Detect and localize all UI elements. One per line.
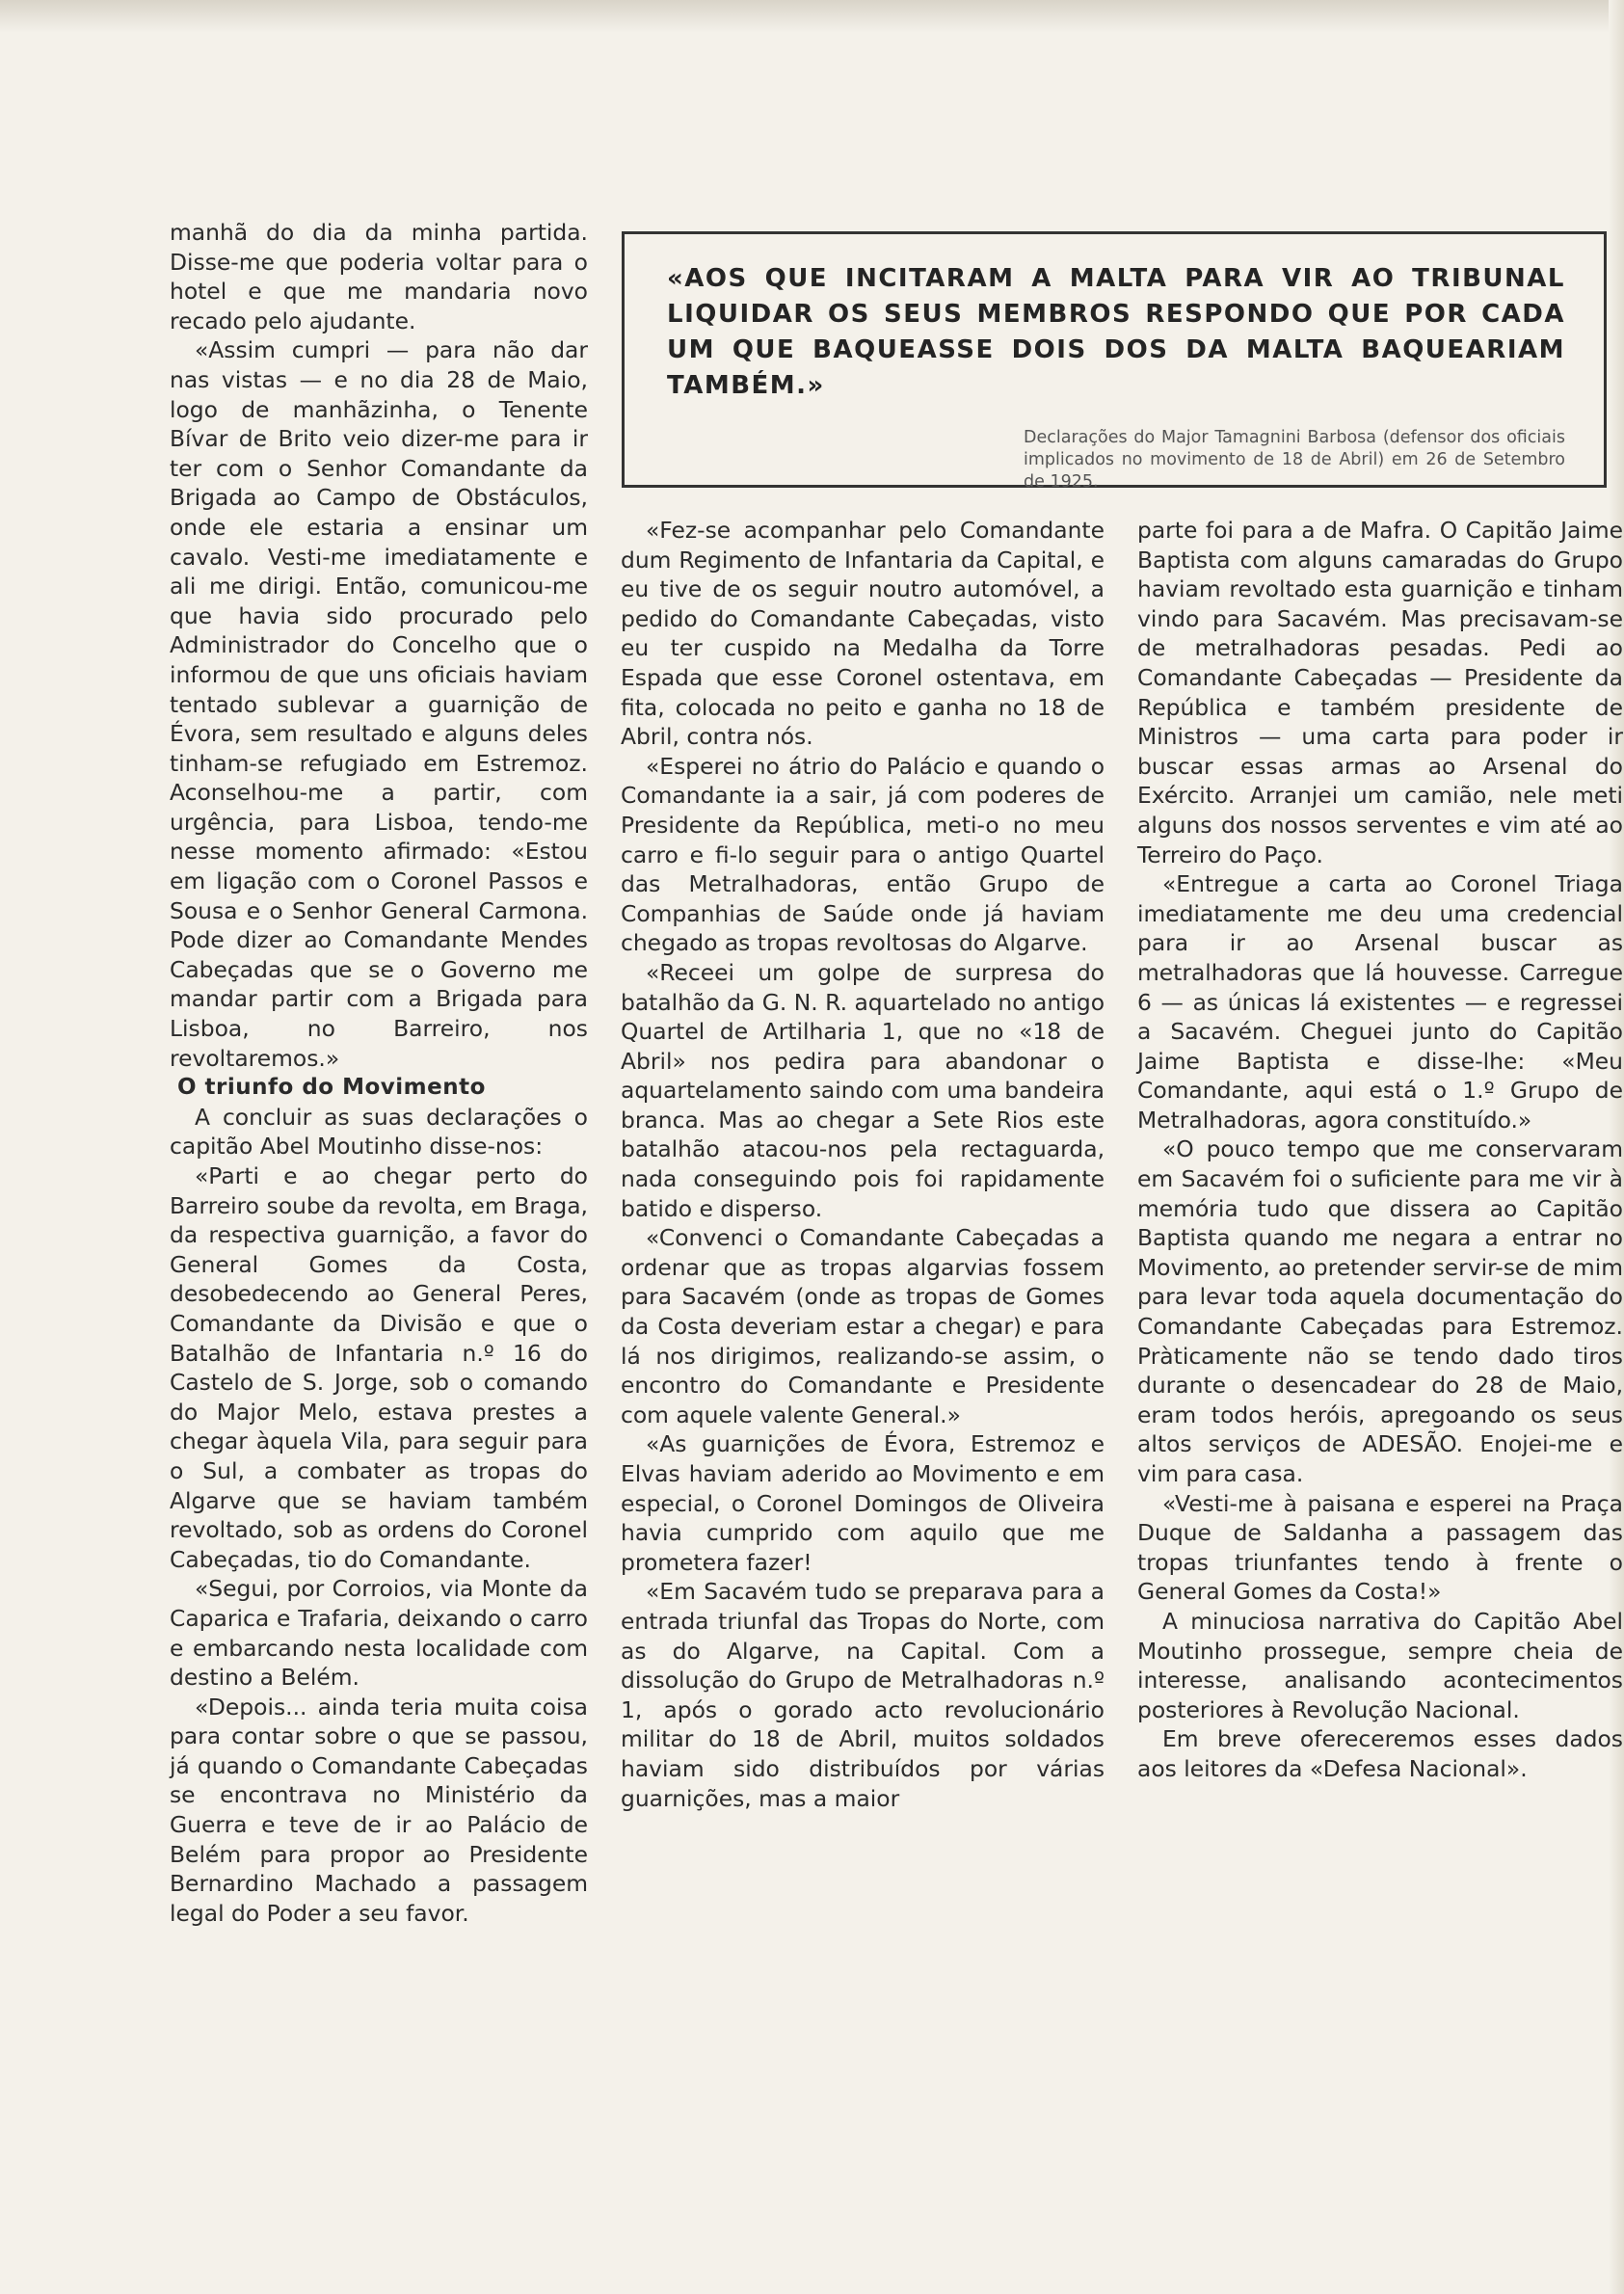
paragraph: Em breve ofereceremos esses dados aos leitores da «Defesa Nacional». bbox=[1137, 1725, 1623, 1782]
paragraph: «Em Sacavém tudo se preparava para a entrada triunfal das Tropas do Norte, com as do Algarve, na Capital. Com a dissolução do Grupo de Metralhadoras n.º 1, após o gorado acto revolucionário militar do 18 de Abril, muitos soldados haviam sido distribuídos por várias guarnições, mas a maior bbox=[621, 1578, 1105, 1812]
paragraph: «Convenci o Comandante Cabeçadas a ordenar que as tropas algarvias fossem para Sacavém (onde as tropas de Gomes da Costa deveriam estar a chegar) e para lá nos dirigimos, realizando-se assim, o encontro do Comandante e Presidente com aquele valente General.» bbox=[621, 1224, 1105, 1428]
quote-attribution: Declarações do Major Tamagnini Barbosa (defensor dos oficiais implicados no movimento de 18 de Abril) em 26 de Setembro de 1925. bbox=[1024, 428, 1565, 492]
paragraph: «Segui, por Corroios, via Monte da Caparica e Trafaria, deixando o carro e embarcando nesta localidade com destino a Belém. bbox=[170, 1575, 588, 1692]
paragraph: «Receei um golpe de surpresa do batalhão da G. N. R. aquartelado no antigo Quartel de Artilharia 1, que no «18 de Abril» nos pedira para abandonar o aquartelamento saindo com uma bandeira branca. Mas ao chegar a Sete Rios este batalhão atacou-nos pela rectaguarda, nada conseguindo pois foi rapidamente batido e disperso. bbox=[621, 958, 1105, 1222]
paragraph: «Fez-se acompanhar pelo Comandante dum Regimento de Infantaria da Capital, e eu tive de os seguir noutro automóvel, a pedido do Comandante Cabeçadas, visto eu ter cuspido na Medalha da Torre Espada que esse Coronel ostentava, em fita, colocada no peito e ganha no 18 de Abril, contra nós. bbox=[621, 517, 1105, 751]
page-top-edge bbox=[0, 0, 1624, 33]
paragraph: «Entregue a carta ao Coronel Triaga imediatamente me deu uma credencial para ir ao Arsenal buscar as metralhadoras que lá houvesse. Carregue 6 — as únicas lá existentes — e regressei a Sacavém. Cheguei junto do Capitão Jaime Baptista e disse-lhe: «Meu Comandante, aqui está o 1.º Grupo de Metralhadoras, agora constituído.» bbox=[1137, 870, 1623, 1134]
pull-quote: «AOS QUE INCITARAM A MALTA PARA VIR AO TRIBUNAL LIQUIDAR OS SEUS MEMBROS RESPONDO QUE POR CADA UM QUE BAQUEASSE DOIS DOS DA MALTA BAQUEARIAM TAMBÉM.» bbox=[667, 264, 1565, 400]
paragraph: «O pouco tempo que me conservaram em Sacavém foi o suficiente para me vir à memória tudo que dissera ao Capitão Baptista quando me negara a entrar no Movimento, ao pretender servir-se de mim para levar toda aquela documentação do Comandante Cabeçadas para Estremoz. Pràticamente não se tendo dado tiros durante o desencadear do 28 de Maio, eram todos heróis, apregoando os seus altos serviços de ADESÃO. Enojei-me e vim para casa. bbox=[1137, 1135, 1623, 1487]
paragraph: «Esperei no átrio do Palácio e quando o Comandante ia a sair, já com poderes de Presidente da República, meti-o no meu carro e fi-lo seguir para o antigo Quartel das Metralhadoras, então Grupo de Companhias de Saúde onde já haviam chegado as tropas revoltosas do Algarve. bbox=[621, 752, 1105, 957]
paragraph: «As guarnições de Évora, Estremoz e Elvas haviam aderido ao Movimento e em especial, o Coronel Domingos de Oliveira havia cumprido com aquilo que me prometera fazer! bbox=[621, 1430, 1105, 1576]
pull-quote-box bbox=[622, 231, 1607, 492]
paragraph: parte foi para a de Mafra. O Capitão Jaime Baptista com alguns camaradas do Grupo haviam revoltado esta guarnição e tinham vindo para Sacavém. Mas precisavam-se de metralhadoras pesadas. Pedi ao Comandante Cabeçadas — Presidente da República e também presidente de Ministros — uma carta para poder ir buscar essas armas ao Arsenal do Exército. Arranjei um camião, nele meti alguns dos nossos serventes e vim até ao Terreiro do Paço. bbox=[1137, 517, 1623, 868]
text-column-right bbox=[1137, 516, 1623, 1784]
section-subheading: O triunfo do Movimento bbox=[177, 1075, 486, 1101]
paragraph: «Parti e ao chegar perto do Barreiro soube da revolta, em Braga, da respectiva guarnição, a favor do General Gomes da Costa, desobedecendo ao General Peres, Comandante da Divisão e que o Batalhão de Infantaria n.º 16 do Castelo de S. Jorge, sob o comando do Major Melo, estava prestes a chegar àquela Vila, para seguir para o Sul, a combater as tropas do Algarve que se haviam também revoltado, sob as ordens do Coronel Cabeçadas, tio do Comandante. bbox=[170, 1162, 588, 1573]
paragraph: manhã do dia da minha partida. Disse-me que poderia voltar para o hotel e que me mandaria novo recado pelo ajudante. bbox=[170, 219, 588, 334]
paragraph: A concluir as suas declarações o capitão Abel Moutinho disse-nos: bbox=[170, 1103, 588, 1160]
text-column-middle bbox=[621, 516, 1105, 1813]
paragraph: «Assim cumpri — para não dar nas vistas — e no dia 28 de Maio, logo de manhãzinha, o Tenente Bívar de Brito veio dizer-me para ir ter com o Senhor Comandante da Brigada ao Campo de Obstáculos, onde ele estaria a ensinar um cavalo. Vesti-me imediatamente e ali me dirigi. Então, comunicou-me que havia sido procurado pelo Administrador do Concelho que o informou de que uns oficiais haviam tentado sublevar a guarnição de Évora, sem resultado e alguns deles tinham-se refugiado em Estremoz. Aconselhou-me a partir, com urgência, para Lisboa, tendo-me nesse momento afirmado: «Estou em ligação com o Coronel Passos e Sousa e o Senhor General Carmona. Pode dizer ao Comandante Mendes Cabeçadas que se o Governo me mandar partir com a Brigada para Lisboa, no Barreiro, nos revoltaremos.» bbox=[170, 336, 588, 1072]
paragraph: A minuciosa narrativa do Capitão Abel Moutinho prossegue, sempre cheia de interesse, analisando acontecimentos posteriores à Revolução Nacional. bbox=[1137, 1607, 1623, 1723]
paragraph: «Vesti-me à paisana e esperei na Praça Duque de Saldanha a passagem das tropas triunfantes tendo à frente o General Gomes da Costa!» bbox=[1137, 1489, 1623, 1606]
paragraph: «Depois... ainda teria muita coisa para contar sobre o que se passou, já quando o Comandante Cabeçadas se encontrava no Ministério da Guerra e teve de ir ao Palácio de Belém para propor ao Presidente Bernardino Machado a passagem legal do Poder a seu favor. bbox=[170, 1693, 588, 1927]
text-column-left bbox=[170, 218, 588, 1928]
